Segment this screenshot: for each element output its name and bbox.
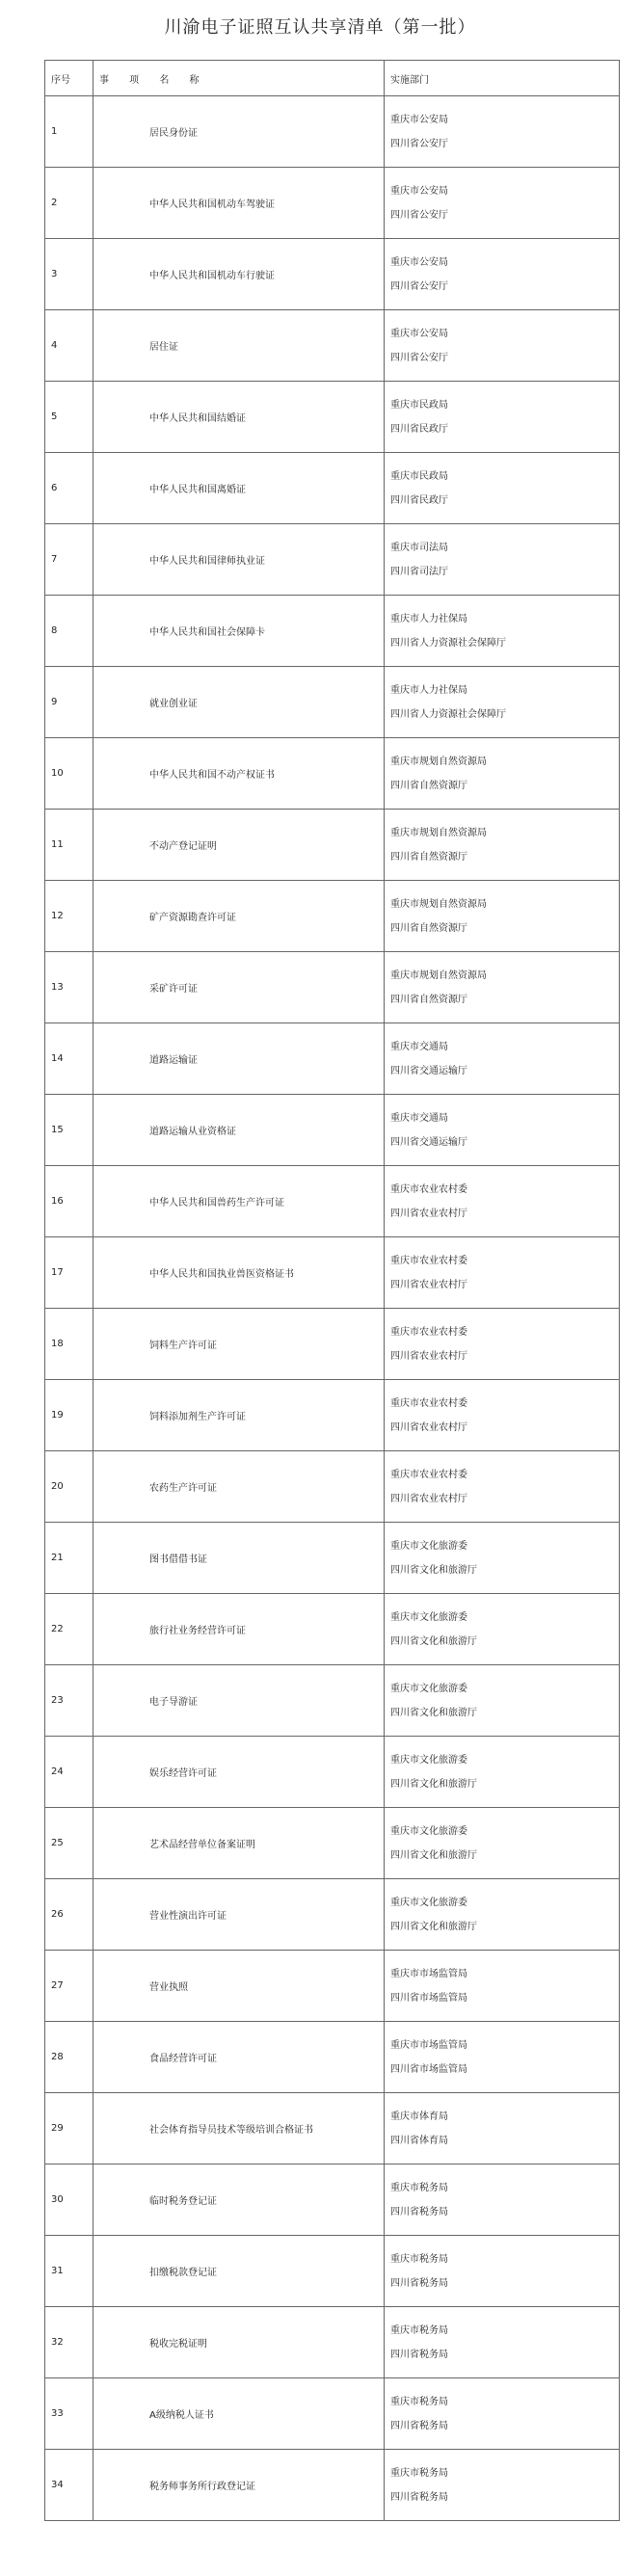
row-number: 15 bbox=[45, 1095, 93, 1166]
implementing-departments bbox=[385, 96, 620, 168]
table-row bbox=[45, 1951, 620, 2022]
dept-chongqing: 重庆市文化旅游委 bbox=[390, 1683, 467, 1694]
dept-chongqing: 重庆市文化旅游委 bbox=[390, 1754, 467, 1766]
implementing-departments bbox=[385, 168, 620, 239]
implementing-departments bbox=[385, 1879, 620, 1951]
dept-chongqing: 重庆市农业农村委 bbox=[390, 1183, 467, 1195]
item-name: 道路运输从业资格证 bbox=[93, 1095, 385, 1166]
implementing-departments bbox=[385, 1237, 620, 1309]
dept-sichuan: 四川省农业农村厅 bbox=[390, 1279, 467, 1290]
implementing-departments bbox=[385, 1451, 620, 1523]
dept-chongqing: 重庆市税务局 bbox=[390, 2396, 448, 2407]
dept-chongqing: 重庆市人力社保局 bbox=[390, 613, 467, 624]
item-name: 社会体育指导员技术等级培训合格证书 bbox=[93, 2093, 385, 2164]
table-row bbox=[45, 96, 620, 168]
row-number: 26 bbox=[45, 1879, 93, 1951]
item-name: 营业性演出许可证 bbox=[93, 1879, 385, 1951]
table-row bbox=[45, 667, 620, 738]
header-no: 序号 bbox=[45, 61, 93, 96]
row-number: 25 bbox=[45, 1808, 93, 1879]
dept-chongqing: 重庆市规划自然资源局 bbox=[390, 898, 487, 910]
dept-sichuan: 四川省税务局 bbox=[390, 2349, 448, 2360]
item-name: 中华人民共和国机动车行驶证 bbox=[93, 239, 385, 310]
item-name: 矿产资源勘查许可证 bbox=[93, 881, 385, 952]
item-name: 道路运输证 bbox=[93, 1023, 385, 1095]
implementing-departments bbox=[385, 1665, 620, 1737]
row-number: 19 bbox=[45, 1380, 93, 1451]
dept-sichuan: 四川省税务局 bbox=[390, 2420, 448, 2431]
row-number: 10 bbox=[45, 738, 93, 810]
implementing-departments bbox=[385, 1951, 620, 2022]
item-name: A级纳税人证书 bbox=[93, 2378, 385, 2450]
item-name: 中华人民共和国律师执业证 bbox=[93, 524, 385, 596]
implementing-departments bbox=[385, 2093, 620, 2164]
dept-chongqing: 重庆市税务局 bbox=[390, 2253, 448, 2265]
dept-sichuan: 四川省文化和旅游厅 bbox=[390, 1564, 477, 1576]
dept-sichuan: 四川省农业农村厅 bbox=[390, 1208, 467, 1219]
table-row bbox=[45, 2022, 620, 2093]
implementing-departments bbox=[385, 2450, 620, 2521]
item-name: 中华人民共和国结婚证 bbox=[93, 382, 385, 453]
implementing-departments bbox=[385, 2022, 620, 2093]
item-name: 临时税务登记证 bbox=[93, 2164, 385, 2236]
table-row bbox=[45, 382, 620, 453]
item-name: 电子导游证 bbox=[93, 1665, 385, 1737]
dept-sichuan: 四川省农业农村厅 bbox=[390, 1350, 467, 1362]
item-name: 旅行社业务经营许可证 bbox=[93, 1594, 385, 1665]
item-name: 中华人民共和国机动车驾驶证 bbox=[93, 168, 385, 239]
row-number: 3 bbox=[45, 239, 93, 310]
dept-sichuan: 四川省文化和旅游厅 bbox=[390, 1778, 477, 1790]
dept-sichuan: 四川省公安厅 bbox=[390, 138, 448, 149]
table-row bbox=[45, 738, 620, 810]
dept-sichuan: 四川省税务局 bbox=[390, 2491, 448, 2503]
implementing-departments bbox=[385, 667, 620, 738]
dept-chongqing: 重庆市公安局 bbox=[390, 114, 448, 125]
row-number: 27 bbox=[45, 1951, 93, 2022]
item-name: 农药生产许可证 bbox=[93, 1451, 385, 1523]
row-number: 7 bbox=[45, 524, 93, 596]
item-name: 居民身份证 bbox=[93, 96, 385, 168]
dept-chongqing: 重庆市公安局 bbox=[390, 256, 448, 268]
dept-sichuan: 四川省民政厅 bbox=[390, 494, 448, 506]
row-number: 14 bbox=[45, 1023, 93, 1095]
row-number: 9 bbox=[45, 667, 93, 738]
implementing-departments bbox=[385, 1594, 620, 1665]
table-row bbox=[45, 1594, 620, 1665]
dept-chongqing: 重庆市人力社保局 bbox=[390, 684, 467, 696]
table-row bbox=[45, 310, 620, 382]
implementing-departments bbox=[385, 1808, 620, 1879]
table-row bbox=[45, 810, 620, 881]
dept-chongqing: 重庆市公安局 bbox=[390, 185, 448, 197]
implementing-departments bbox=[385, 1523, 620, 1594]
dept-sichuan: 四川省文化和旅游厅 bbox=[390, 1921, 477, 1932]
dept-sichuan: 四川省市场监管局 bbox=[390, 1992, 467, 2004]
table-row bbox=[45, 2164, 620, 2236]
dept-chongqing: 重庆市体育局 bbox=[390, 2111, 448, 2122]
table-row bbox=[45, 239, 620, 310]
implementing-departments bbox=[385, 2236, 620, 2307]
table-row bbox=[45, 1808, 620, 1879]
table-row bbox=[45, 2236, 620, 2307]
item-name: 税收完税证明 bbox=[93, 2307, 385, 2378]
dept-chongqing: 重庆市交通局 bbox=[390, 1041, 448, 1052]
row-number: 5 bbox=[45, 382, 93, 453]
item-name: 扣缴税款登记证 bbox=[93, 2236, 385, 2307]
item-name: 图书借借书证 bbox=[93, 1523, 385, 1594]
implementing-departments bbox=[385, 1380, 620, 1451]
dept-sichuan: 四川省自然资源厅 bbox=[390, 994, 467, 1005]
implementing-departments bbox=[385, 810, 620, 881]
item-name: 居住证 bbox=[93, 310, 385, 382]
dept-chongqing: 重庆市交通局 bbox=[390, 1112, 448, 1124]
table-row bbox=[45, 1095, 620, 1166]
item-name: 娱乐经营许可证 bbox=[93, 1737, 385, 1808]
document-title: 川渝电子证照互认共享清单（第一批） bbox=[164, 17, 476, 38]
row-number: 8 bbox=[45, 596, 93, 667]
dept-chongqing: 重庆市税务局 bbox=[390, 2467, 448, 2479]
item-name: 饲料生产许可证 bbox=[93, 1309, 385, 1380]
dept-chongqing: 重庆市农业农村委 bbox=[390, 1397, 467, 1409]
row-number: 22 bbox=[45, 1594, 93, 1665]
dept-chongqing: 重庆市农业农村委 bbox=[390, 1255, 467, 1266]
table-row bbox=[45, 596, 620, 667]
item-name: 就业创业证 bbox=[93, 667, 385, 738]
header-dept: 实施部门 bbox=[385, 61, 620, 96]
table-row bbox=[45, 1309, 620, 1380]
dept-sichuan: 四川省交通运输厅 bbox=[390, 1136, 467, 1148]
dept-chongqing: 重庆市农业农村委 bbox=[390, 1469, 467, 1480]
row-number: 4 bbox=[45, 310, 93, 382]
implementing-departments bbox=[385, 239, 620, 310]
dept-chongqing: 重庆市文化旅游委 bbox=[390, 1611, 467, 1623]
implementing-departments bbox=[385, 310, 620, 382]
row-number: 18 bbox=[45, 1309, 93, 1380]
dept-chongqing: 重庆市规划自然资源局 bbox=[390, 827, 487, 838]
row-number: 24 bbox=[45, 1737, 93, 1808]
dept-chongqing: 重庆市市场监管局 bbox=[390, 1968, 467, 1979]
row-number: 6 bbox=[45, 453, 93, 524]
dept-sichuan: 四川省交通运输厅 bbox=[390, 1065, 467, 1076]
dept-sichuan: 四川省人力资源社会保障厅 bbox=[390, 637, 506, 649]
implementing-departments bbox=[385, 1095, 620, 1166]
dept-chongqing: 重庆市民政局 bbox=[390, 399, 448, 411]
dept-sichuan: 四川省自然资源厅 bbox=[390, 780, 467, 791]
dept-chongqing: 重庆市文化旅游委 bbox=[390, 1825, 467, 1837]
dept-chongqing: 重庆市市场监管局 bbox=[390, 2039, 467, 2051]
dept-chongqing: 重庆市公安局 bbox=[390, 328, 448, 339]
table-row bbox=[45, 1237, 620, 1309]
row-number: 30 bbox=[45, 2164, 93, 2236]
item-name: 税务师事务所行政登记证 bbox=[93, 2450, 385, 2521]
dept-sichuan: 四川省人力资源社会保障厅 bbox=[390, 708, 506, 720]
item-name: 营业执照 bbox=[93, 1951, 385, 2022]
table-row bbox=[45, 524, 620, 596]
table-row bbox=[45, 881, 620, 952]
item-name: 中华人民共和国执业兽医资格证书 bbox=[93, 1237, 385, 1309]
table-row bbox=[45, 1523, 620, 1594]
dept-sichuan: 四川省农业农村厅 bbox=[390, 1493, 467, 1504]
row-number: 28 bbox=[45, 2022, 93, 2093]
header-item: 事 项 名 称 bbox=[93, 61, 385, 96]
table-row bbox=[45, 2450, 620, 2521]
row-number: 1 bbox=[45, 96, 93, 168]
dept-sichuan: 四川省公安厅 bbox=[390, 209, 448, 221]
item-name: 中华人民共和国兽药生产许可证 bbox=[93, 1166, 385, 1237]
row-number: 34 bbox=[45, 2450, 93, 2521]
table-row bbox=[45, 1166, 620, 1237]
dept-sichuan: 四川省体育局 bbox=[390, 2135, 448, 2146]
item-name: 艺术品经营单位备案证明 bbox=[93, 1808, 385, 1879]
dept-chongqing: 重庆市文化旅游委 bbox=[390, 1540, 467, 1552]
row-number: 12 bbox=[45, 881, 93, 952]
table-row bbox=[45, 168, 620, 239]
implementing-departments bbox=[385, 1737, 620, 1808]
table-row bbox=[45, 1451, 620, 1523]
table-row bbox=[45, 952, 620, 1023]
implementing-departments bbox=[385, 1023, 620, 1095]
table-row bbox=[45, 1665, 620, 1737]
dept-sichuan: 四川省文化和旅游厅 bbox=[390, 1635, 477, 1647]
dept-chongqing: 重庆市文化旅游委 bbox=[390, 1897, 467, 1908]
dept-sichuan: 四川省司法厅 bbox=[390, 566, 448, 577]
item-name: 采矿许可证 bbox=[93, 952, 385, 1023]
implementing-departments bbox=[385, 1309, 620, 1380]
implementing-departments bbox=[385, 881, 620, 952]
implementing-departments bbox=[385, 524, 620, 596]
dept-chongqing: 重庆市农业农村委 bbox=[390, 1326, 467, 1338]
row-number: 16 bbox=[45, 1166, 93, 1237]
table-header-row bbox=[45, 61, 620, 96]
row-number: 13 bbox=[45, 952, 93, 1023]
implementing-departments bbox=[385, 453, 620, 524]
row-number: 29 bbox=[45, 2093, 93, 2164]
row-number: 31 bbox=[45, 2236, 93, 2307]
implementing-departments bbox=[385, 1166, 620, 1237]
row-number: 33 bbox=[45, 2378, 93, 2450]
table-row bbox=[45, 1023, 620, 1095]
dept-sichuan: 四川省民政厅 bbox=[390, 423, 448, 435]
dept-sichuan: 四川省文化和旅游厅 bbox=[390, 1849, 477, 1861]
implementing-departments bbox=[385, 2164, 620, 2236]
dept-sichuan: 四川省市场监管局 bbox=[390, 2063, 467, 2075]
table-row bbox=[45, 1737, 620, 1808]
row-number: 23 bbox=[45, 1665, 93, 1737]
row-number: 21 bbox=[45, 1523, 93, 1594]
implementing-departments bbox=[385, 382, 620, 453]
item-name: 不动产登记证明 bbox=[93, 810, 385, 881]
item-name: 中华人民共和国社会保障卡 bbox=[93, 596, 385, 667]
table-body bbox=[45, 96, 620, 2521]
row-number: 20 bbox=[45, 1451, 93, 1523]
row-number: 17 bbox=[45, 1237, 93, 1309]
implementing-departments bbox=[385, 2307, 620, 2378]
dept-chongqing: 重庆市规划自然资源局 bbox=[390, 969, 487, 981]
table-row bbox=[45, 1380, 620, 1451]
implementing-departments bbox=[385, 738, 620, 810]
dept-chongqing: 重庆市税务局 bbox=[390, 2324, 448, 2336]
table-row bbox=[45, 2093, 620, 2164]
dept-sichuan: 四川省税务局 bbox=[390, 2277, 448, 2289]
implementing-departments bbox=[385, 2378, 620, 2450]
item-name: 中华人民共和国不动产权证书 bbox=[93, 738, 385, 810]
share-list-table bbox=[44, 60, 620, 2521]
dept-chongqing: 重庆市税务局 bbox=[390, 2182, 448, 2193]
dept-sichuan: 四川省公安厅 bbox=[390, 352, 448, 363]
dept-sichuan: 四川省文化和旅游厅 bbox=[390, 1707, 477, 1718]
dept-sichuan: 四川省自然资源厅 bbox=[390, 922, 467, 934]
table-row bbox=[45, 453, 620, 524]
item-name: 中华人民共和国离婚证 bbox=[93, 453, 385, 524]
dept-chongqing: 重庆市司法局 bbox=[390, 542, 448, 553]
dept-sichuan: 四川省自然资源厅 bbox=[390, 851, 467, 863]
table-row bbox=[45, 2378, 620, 2450]
row-number: 11 bbox=[45, 810, 93, 881]
row-number: 2 bbox=[45, 168, 93, 239]
dept-sichuan: 四川省税务局 bbox=[390, 2206, 448, 2217]
dept-sichuan: 四川省公安厅 bbox=[390, 280, 448, 292]
dept-chongqing: 重庆市规划自然资源局 bbox=[390, 756, 487, 767]
dept-sichuan: 四川省农业农村厅 bbox=[390, 1421, 467, 1433]
item-name: 饲料添加剂生产许可证 bbox=[93, 1380, 385, 1451]
table-row bbox=[45, 2307, 620, 2378]
implementing-departments bbox=[385, 952, 620, 1023]
item-name: 食品经营许可证 bbox=[93, 2022, 385, 2093]
table-row bbox=[45, 1879, 620, 1951]
implementing-departments bbox=[385, 596, 620, 667]
dept-chongqing: 重庆市民政局 bbox=[390, 470, 448, 482]
row-number: 32 bbox=[45, 2307, 93, 2378]
